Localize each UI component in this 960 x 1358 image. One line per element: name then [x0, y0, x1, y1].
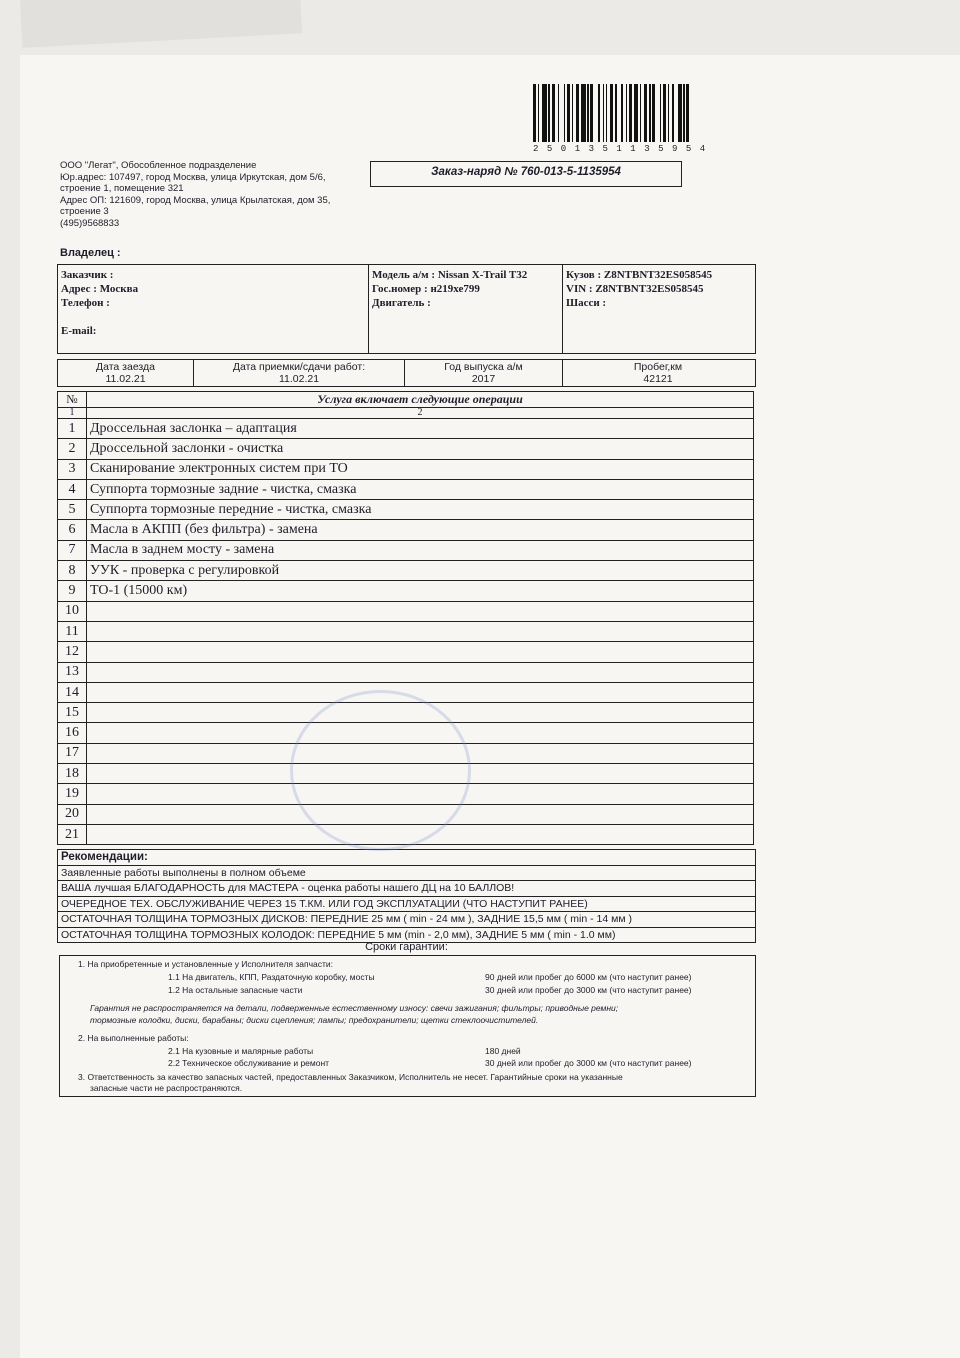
customer-block [57, 264, 756, 354]
mileage-value: 42121 [643, 373, 673, 385]
operation-text: Суппорта тормозные передние - чистка, смазка [87, 500, 754, 520]
recommendation-line: ВАША лучшая БЛАГОДАРНОСТЬ для МАСТЕРА - оценка работы нашего ДЦ на 10 БАЛЛОВ! [57, 881, 756, 897]
dates-row [57, 359, 756, 387]
operation-number: 8 [58, 561, 87, 581]
arrival-date-value: 11.02.21 [105, 373, 146, 385]
order-title-box [370, 161, 682, 187]
year-value: 2017 [471, 373, 496, 385]
customer-phone-label: Телефон : [61, 297, 110, 309]
operation-number: 7 [58, 540, 87, 560]
recommendation-line: ОСТАТОЧНАЯ ТОЛЩИНА ТОРМОЗНЫХ ДИСКОВ: ПЕРЕДНИЕ 25 мм ( min - 24 мм ), ЗАДНИЕ 15,5 мм ( min - 14 мм ) [57, 912, 756, 928]
customer-label: Заказчик : [61, 269, 114, 281]
operation-row [58, 439, 754, 459]
operation-row [58, 621, 754, 641]
operation-text: ТО-1 (15000 км) [87, 581, 754, 601]
recommendations-title: Рекомендации: [57, 849, 756, 866]
operation-text [87, 601, 754, 621]
warranty-p1-1: 1.1 На двигатель, КПП, Раздаточную коробку, мосты [168, 972, 375, 982]
operation-row [58, 561, 754, 581]
mileage-cell [563, 360, 753, 386]
operation-text: Масла в АКПП (без фильтра) - замена [87, 520, 754, 540]
operation-text: Дроссельная заслонка – адаптация [87, 419, 754, 439]
operation-number: 18 [58, 764, 87, 784]
engine-label: Двигатель : [372, 297, 431, 309]
warranty-p3: 3. Ответственность за качество запасных частей, предоставленных Заказчиком, Исполнитель не несет. Гарантийные сроки на указанные [78, 1072, 623, 1082]
operation-number: 4 [58, 479, 87, 499]
chassis-label: Шасси : [566, 297, 607, 309]
body-column [563, 265, 755, 353]
operation-text: Масла в заднем мосту - замена [87, 540, 754, 560]
acceptance-date-label: Дата приемки/сдачи работ: [232, 361, 366, 373]
barcode-digits: 2501351135954 [533, 144, 714, 154]
company-phone: (495)9568833 [60, 217, 120, 229]
operation-number: 20 [58, 804, 87, 824]
operation-number: 10 [58, 601, 87, 621]
vehicle-column [369, 265, 563, 353]
vehicle-model: Модель а/м : Nissan X-Trail T32 [372, 269, 528, 281]
order-title: Заказ-наряд № 760-013-5-1135954 [431, 166, 621, 178]
company-info [60, 160, 330, 229]
operations-index-row [58, 408, 754, 419]
warranty-p1-2-term: 30 дней или пробег до 3000 км (что наступит ранее) [485, 985, 692, 995]
customer-address: Адрес : Москва [61, 283, 139, 295]
operation-number: 15 [58, 703, 87, 723]
operations-title: Услуга включает следующие операции [87, 392, 754, 408]
acceptance-date-value: 11.02.21 [278, 373, 320, 385]
warranty-p1: 1. На приобретенные и установленные у Исполнителя запчасти: [78, 959, 334, 969]
warranty-p1-2: 1.2 На остальные запасные части [168, 985, 303, 995]
warranty-p2-2-term: 30 дней или пробег до 3000 км (что наступит ранее) [485, 1058, 692, 1068]
operation-row [58, 419, 754, 439]
operation-number: 12 [58, 642, 87, 662]
operation-number: 2 [58, 439, 87, 459]
operation-row [58, 479, 754, 499]
operation-number: 3 [58, 459, 87, 479]
operation-text [87, 621, 754, 641]
warranty-p2: 2. На выполненные работы: [78, 1033, 189, 1043]
operation-row [58, 662, 754, 682]
recommendation-line: ОЧЕРЕДНОЕ ТЕХ. ОБСЛУЖИВАНИЕ ЧЕРЕЗ 15 Т.КМ. ИЛИ ГОД ЭКСПЛУАТАЦИИ (ЧТО НАСТУПИТ РАНЕЕ) [57, 897, 756, 913]
recommendation-line: ОСТАТОЧНАЯ ТОЛЩИНА ТОРМОЗНЫХ КОЛОДОК: ПЕРЕДНИЕ 5 мм (min - 2,0 мм), ЗАДНИЕ 5 мм ( min - 1.0 мм) [57, 928, 756, 944]
operation-text: Сканирование электронных систем при ТО [87, 459, 754, 479]
paper-strip [20, 0, 302, 48]
legal-address-2: строение 1, помещение 321 [60, 183, 184, 194]
vehicle-plate: Гос.номер : н219хе799 [372, 283, 480, 295]
operation-number: 19 [58, 784, 87, 804]
legal-address: Юр.адрес: 107497, город Москва, улица Иркутская, дом 5/6, [60, 171, 326, 183]
customer-column [58, 265, 369, 353]
warranty-note-2: тормозные колодки, диски, барабаны; диски сцепления; лампы; предохранители; щетки стеклоочистителей. [90, 1015, 539, 1025]
operation-number: 5 [58, 500, 87, 520]
warranty-p2-1-term: 180 дней [485, 1046, 521, 1056]
warranty-p3-b: запасные части не распространяются. [90, 1083, 243, 1093]
warranty-p2-2: 2.2 Техническое обслуживание и ремонт [168, 1058, 330, 1068]
faded-stamp [290, 690, 471, 851]
recommendation-line: Заявленные работы выполнены в полном объеме [57, 866, 756, 882]
operation-text: Суппорта тормозные задние - чистка, смазка [87, 479, 754, 499]
operation-number: 13 [58, 662, 87, 682]
vin-number: VIN : Z8NTBNT32ES058545 [566, 283, 704, 295]
operation-row [58, 601, 754, 621]
operation-number: 16 [58, 723, 87, 743]
num-header: № [58, 392, 87, 408]
operation-text [87, 642, 754, 662]
warranty-p2-1: 2.1 На кузовные и малярные работы [168, 1046, 314, 1056]
year-cell [405, 360, 563, 386]
operation-row [58, 500, 754, 520]
operation-number: 17 [58, 743, 87, 763]
body-number: Кузов : Z8NTBNT32ES058545 [566, 269, 713, 281]
operation-number: 1 [58, 419, 87, 439]
op-address-2: строение 3 [60, 206, 109, 217]
customer-email-label: E-mail: [61, 325, 97, 337]
operation-number: 11 [58, 621, 87, 641]
operation-text: УУК - проверка с регулировкой [87, 561, 754, 581]
operation-row [58, 520, 754, 540]
op-address: Адрес ОП: 121609, город Москва, улица Крылатская, дом 35, [60, 194, 331, 206]
operation-number: 6 [58, 520, 87, 540]
operation-row [58, 540, 754, 560]
operations-header-row [58, 392, 754, 408]
index-col-2: 2 [87, 408, 754, 419]
warranty-box [59, 955, 756, 1097]
warranty-p1-1-term: 90 дней или пробег до 6000 км (что наступит ранее) [485, 972, 692, 982]
year-label: Год выпуска а/м [444, 361, 523, 373]
company-name: ООО "Легат", Обособленное подразделение [60, 160, 257, 171]
operation-number: 9 [58, 581, 87, 601]
recommendations [57, 849, 756, 943]
owner-label: Владелец : [60, 247, 121, 259]
operation-number: 14 [58, 682, 87, 702]
mileage-label: Пробег,км [633, 361, 683, 373]
index-col-1: 1 [58, 408, 87, 419]
operation-row [58, 581, 754, 601]
operation-text: Дроссельной заслонки - очистка [87, 439, 754, 459]
arrival-date-label: Дата заезда [96, 361, 155, 373]
warranty-title: Сроки гарантии: [365, 941, 448, 953]
arrival-date-cell [58, 360, 194, 386]
operation-number: 21 [58, 824, 87, 844]
warranty-note-1: Гарантия не распространяется на детали, подверженные естественному износу: свечи зажигания; фильтры; приводные ремни; [90, 1003, 619, 1013]
operation-row [58, 459, 754, 479]
barcode [533, 84, 745, 142]
operation-text [87, 662, 754, 682]
operation-row [58, 642, 754, 662]
acceptance-date-cell [194, 360, 405, 386]
